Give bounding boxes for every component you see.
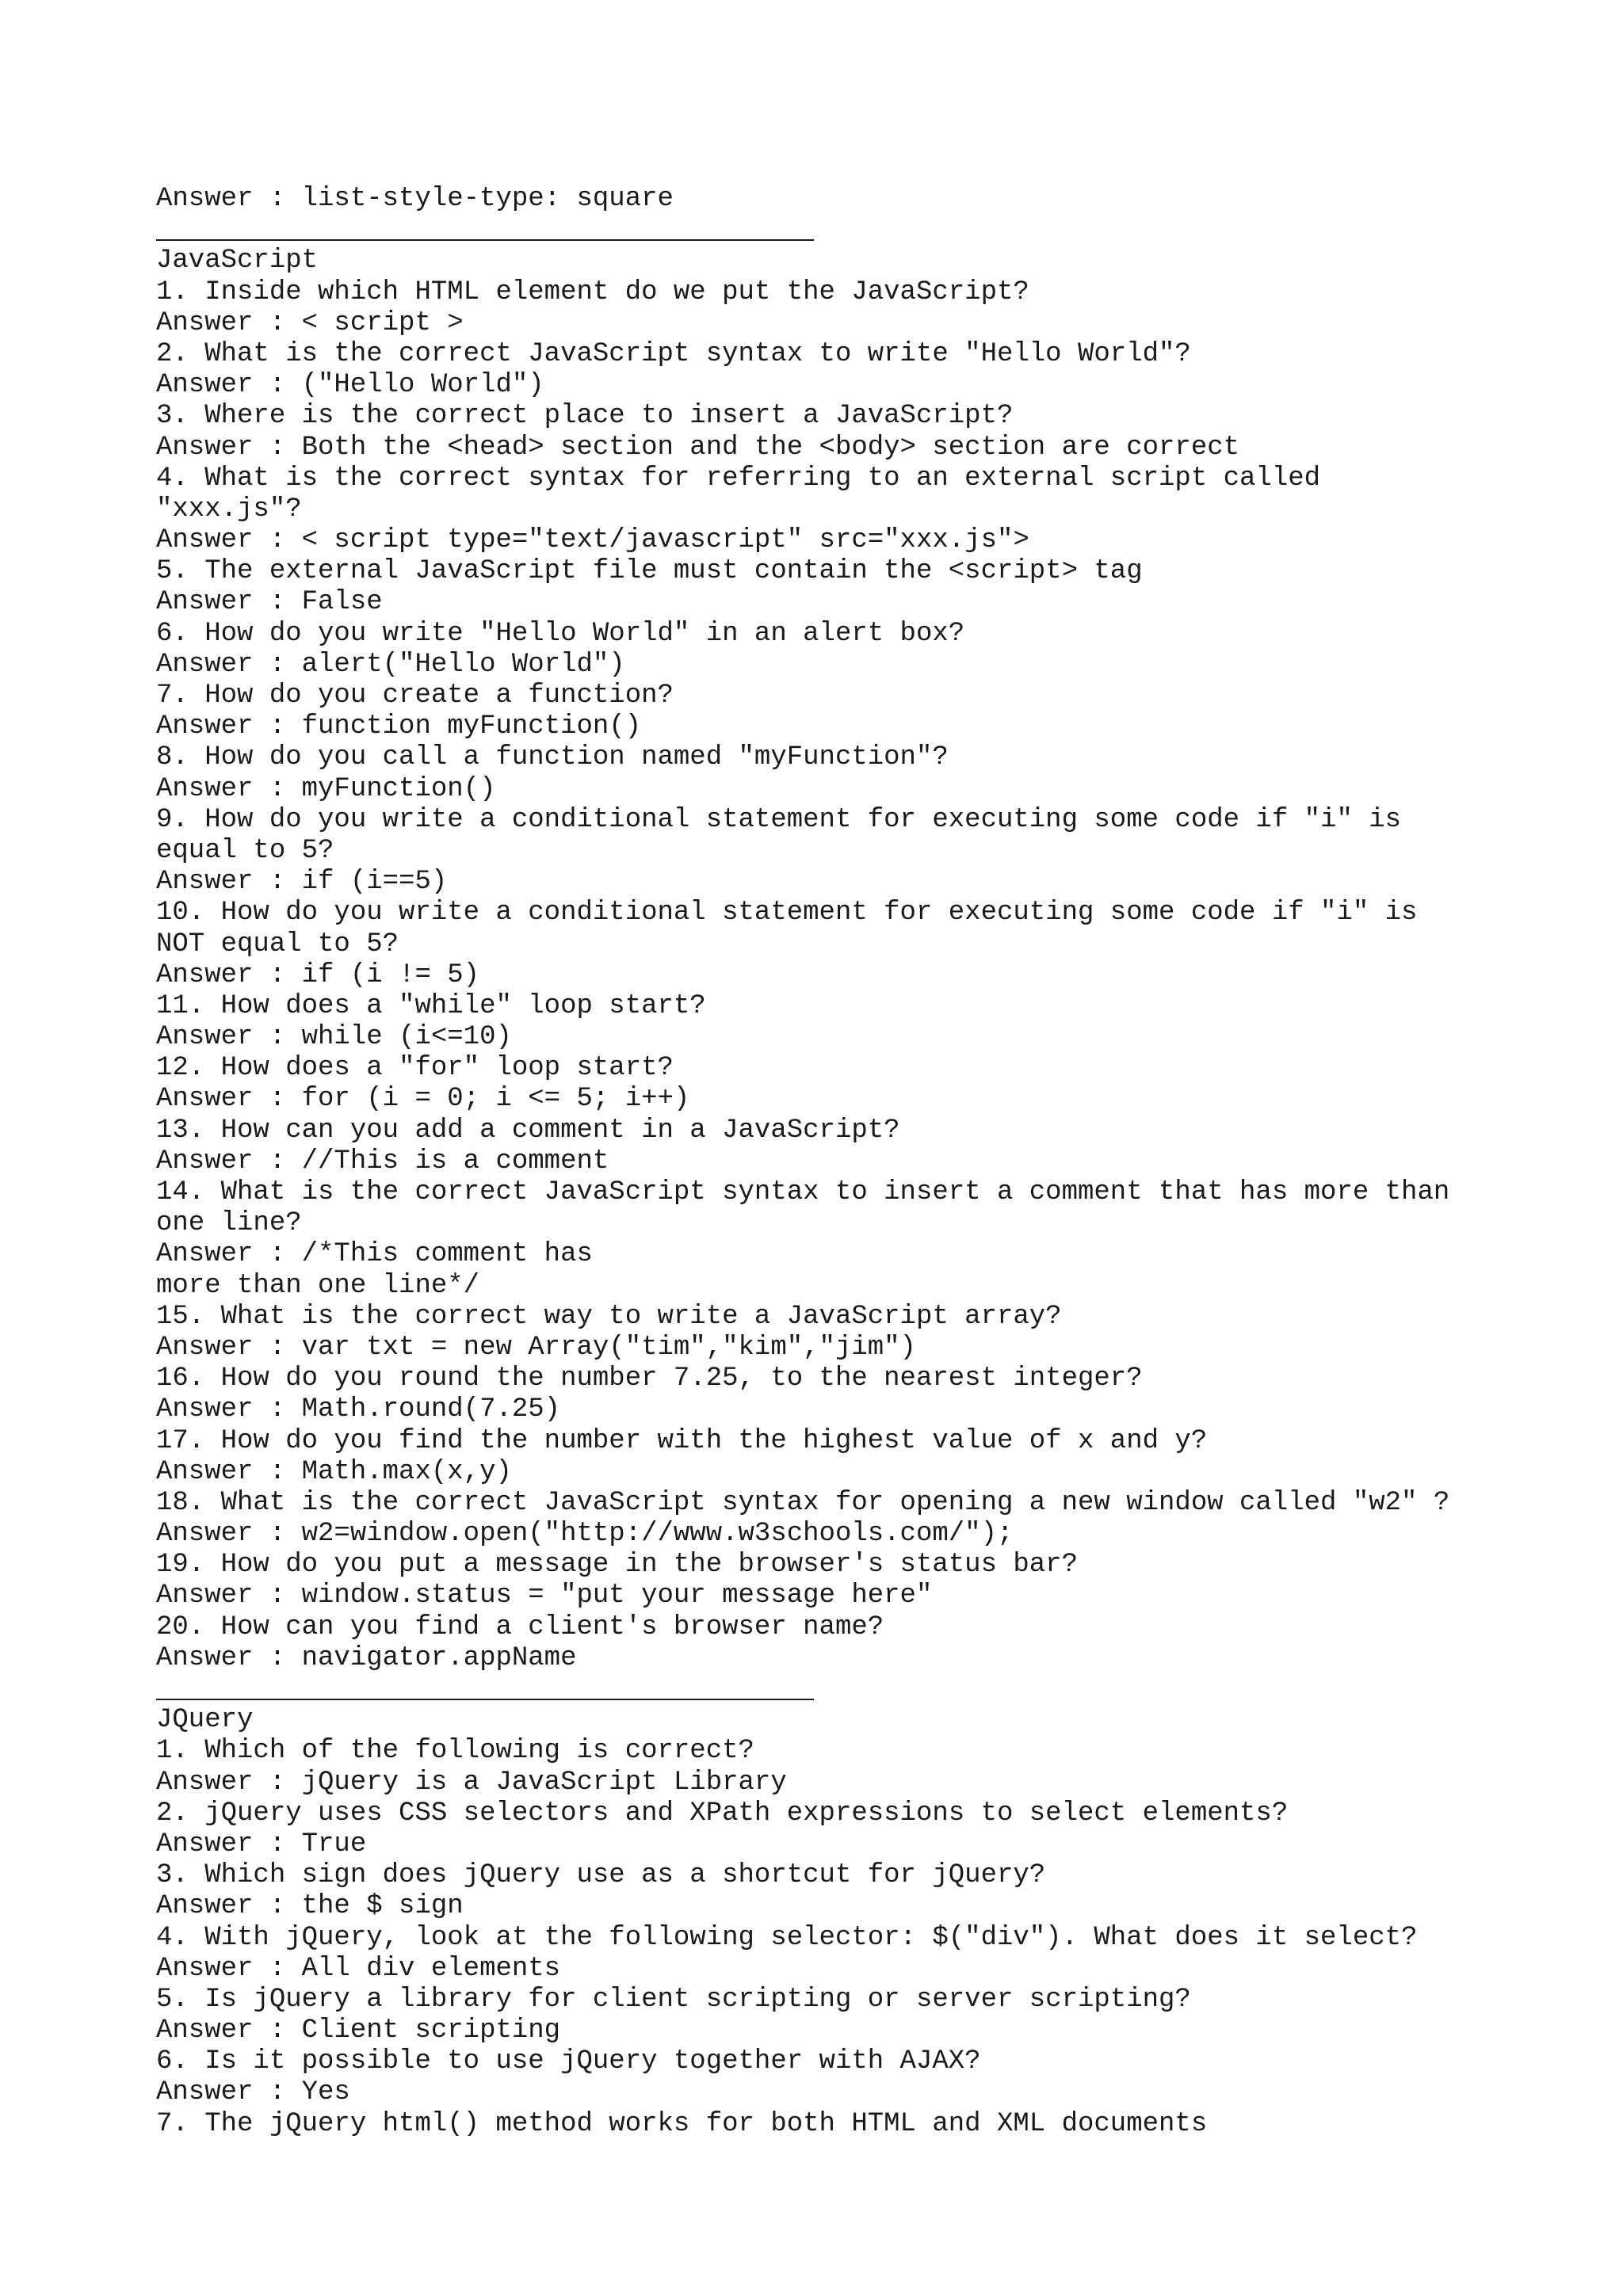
question-line: 12. How does a "for" loop start? — [156, 1053, 674, 1084]
question-line: 4. What is the correct syntax for referring to an external script called — [156, 463, 1321, 494]
question-line: 14. What is the correct JavaScript syntax to insert a comment that has more than — [156, 1177, 1450, 1207]
question-line: 1. Inside which HTML element do we put the JavaScript? — [156, 277, 1029, 307]
answer-line: Answer : All div elements — [156, 1953, 561, 1984]
answer-line: Answer : Client scripting — [156, 2016, 561, 2046]
question-line: 4. With jQuery, look at the following selector: $("div"). What does it select? — [156, 1922, 1418, 1953]
question-line: 2. What is the correct JavaScript syntax to write "Hello World"? — [156, 338, 1191, 369]
question-line: 2. jQuery uses CSS selectors and XPath expressions to select elements? — [156, 1798, 1289, 1829]
question-line: 9. How do you write a conditional statement for executing some code if "i" is — [156, 804, 1402, 835]
question-line: 19. How do you put a message in the browser's status bar? — [156, 1550, 1078, 1581]
answer-line: Answer : for (i = 0; i <= 5; i++) — [156, 1084, 690, 1115]
answer-line: Answer : //This is a comment — [156, 1146, 609, 1177]
answer-line: Answer : True — [156, 1829, 367, 1859]
question-line: 8. How do you call a function named "myFunction"? — [156, 742, 949, 773]
answer-line: Answer : list-style-type: square — [156, 184, 674, 214]
answer-line: Answer : navigator.appName — [156, 1642, 577, 1673]
section-heading: JQuery — [156, 1705, 254, 1736]
text-line: NOT equal to 5? — [156, 929, 399, 959]
answer-line: Answer : Yes — [156, 2077, 350, 2108]
answer-line: Answer : myFunction() — [156, 773, 496, 804]
question-line: 6. Is it possible to use jQuery together with AJAX? — [156, 2046, 981, 2077]
text-line: one line? — [156, 1208, 302, 1239]
question-line: 7. The jQuery html() method works for both HTML and XML documents — [156, 2108, 1208, 2139]
text-line: equal to 5? — [156, 835, 334, 866]
document-body — [156, 184, 1503, 2140]
answer-line: Answer : alert("Hello World") — [156, 649, 625, 680]
question-line: 10. How do you write a conditional statement for executing some code if "i" is — [156, 898, 1418, 929]
section-divider — [156, 1674, 1503, 1705]
answer-line: Answer : Math.round(7.25) — [156, 1394, 561, 1425]
answer-line: Answer : if (i==5) — [156, 867, 448, 898]
text-line: "xxx.js"? — [156, 494, 302, 524]
question-line: 5. Is jQuery a library for client scripting or server scripting? — [156, 1984, 1191, 2015]
answer-line: Answer : < script type="text/javascript" src="xxx.js"> — [156, 525, 1029, 556]
question-line: 17. How do you find the number with the highest value of x and y? — [156, 1425, 1208, 1456]
answer-line: Answer : Both the <head> section and the <body> section are correct — [156, 432, 1240, 463]
answer-line: Answer : ("Hello World") — [156, 370, 544, 401]
answer-line: Answer : Math.max(x,y) — [156, 1456, 512, 1487]
answer-line: Answer : var txt = new Array("tim","kim","jim") — [156, 1332, 916, 1363]
answer-line: Answer : w2=window.open("http://www.w3schools.com/"); — [156, 1519, 1014, 1550]
answer-line: Answer : window.status = "put your message here" — [156, 1581, 933, 1611]
answer-line: Answer : function myFunction() — [156, 711, 642, 742]
answer-line: Answer : < script > — [156, 307, 464, 338]
question-line: 3. Where is the correct place to insert a JavaScript? — [156, 401, 1014, 432]
answer-line: Answer : if (i != 5) — [156, 959, 480, 990]
question-line: 18. What is the correct JavaScript syntax for opening a new window called "w2" ? — [156, 1487, 1450, 1518]
section-heading: JavaScript — [156, 246, 319, 277]
answer-line: Answer : False — [156, 587, 383, 618]
question-line: 7. How do you create a function? — [156, 681, 674, 711]
question-line: 1. Which of the following is correct? — [156, 1736, 754, 1767]
question-line: 20. How can you find a client's browser name? — [156, 1611, 884, 1642]
question-line: 15. What is the correct way to write a JavaScript array? — [156, 1301, 1062, 1332]
answer-line: Answer : jQuery is a JavaScript Library — [156, 1767, 787, 1798]
question-line: 3. Which sign does jQuery use as a shortcut for jQuery? — [156, 1860, 1046, 1891]
section-divider — [156, 215, 1503, 246]
text-line: more than one line*/ — [156, 1270, 480, 1301]
question-line: 5. The external JavaScript file must contain the <script> tag — [156, 556, 1143, 587]
answer-line: Answer : /*This comment has — [156, 1239, 593, 1270]
question-line: 11. How does a "while" loop start? — [156, 990, 706, 1021]
question-line: 16. How do you round the number 7.25, to the nearest integer? — [156, 1363, 1143, 1394]
answer-line: Answer : the $ sign — [156, 1891, 464, 1922]
question-line: 6. How do you write "Hello World" in an alert box? — [156, 618, 965, 649]
answer-line: Answer : while (i<=10) — [156, 1022, 512, 1053]
question-line: 13. How can you add a comment in a JavaScript? — [156, 1115, 900, 1146]
